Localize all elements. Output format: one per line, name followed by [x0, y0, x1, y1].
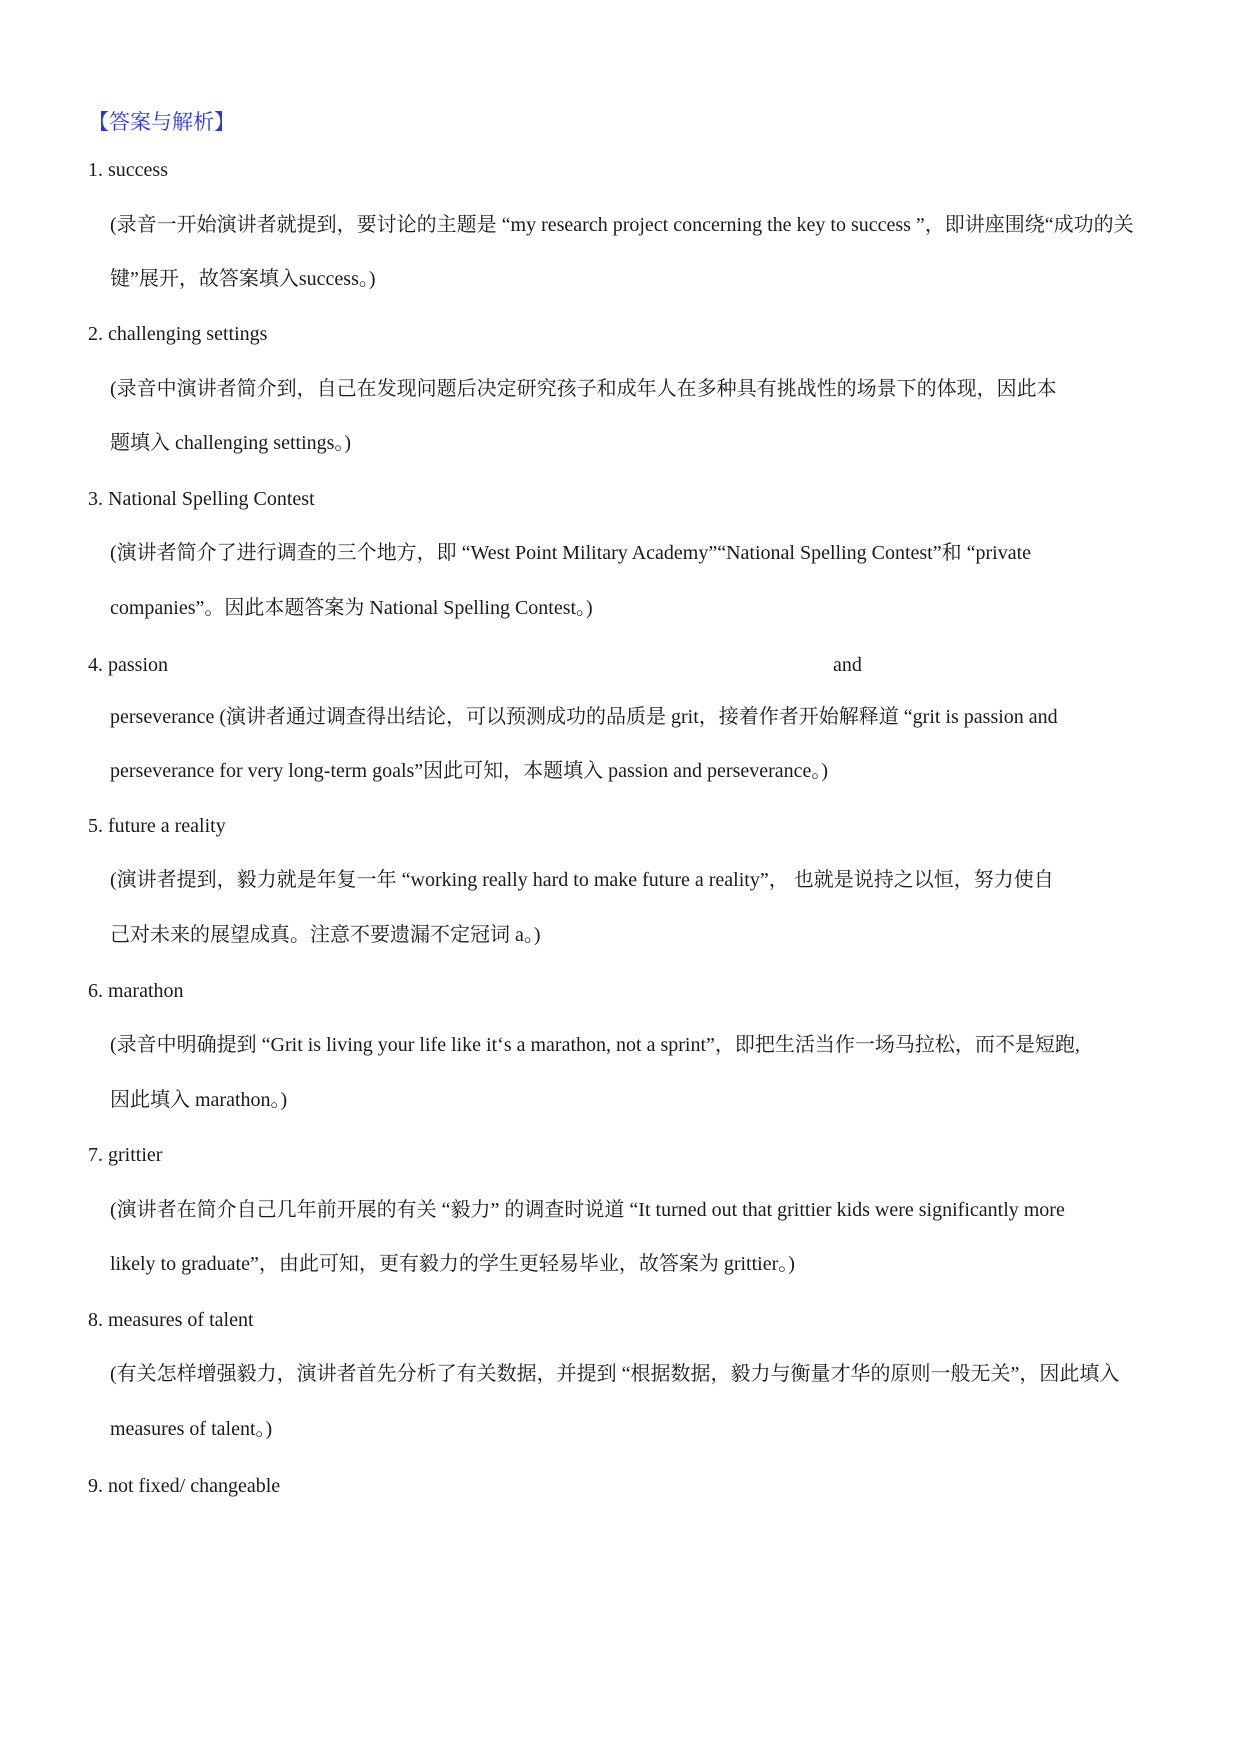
explanation-line-4a: perseverance (演讲者通过调查得出结论，可以预测成功的品质是 grit，接着作者开始解释道 “grit is passion and	[110, 706, 1058, 728]
explanation-line-1a: (录音一开始演讲者就提到，要讨论的主题是 “my research project concerning the key to success ”，即讲座围绕“成功的关	[110, 214, 1134, 236]
page-title: 【答案与解析】	[88, 110, 235, 134]
explanation-line-4b: perseverance for very long-term goals”因此可知，本题填入 passion and perseverance。)	[110, 760, 829, 782]
explanation-line-8a: (有关怎样增强毅力，演讲者首先分析了有关数据，并提到 “根据数据，毅力与衡量才华的原则一般无关”，因此填入	[110, 1363, 1120, 1385]
explanation-line-6b: 因此填入 marathon。)	[110, 1089, 288, 1111]
answer-line-2: 2. challenging settings	[88, 323, 268, 345]
explanation-line-3a: (演讲者简介了进行调查的三个地方，即 “West Point Military Academy”“National Spelling Contest”和 “private	[110, 542, 1032, 564]
explanation-line-5b: 己对未来的展望成真。注意不要遗漏不定冠词 a。)	[110, 924, 541, 946]
explanation-line-5a: (演讲者提到，毅力就是年复一年 “working really hard to make future a reality”， 也就是说持之以恒，努力使自	[110, 869, 1054, 891]
answer-line-4-tail: and	[833, 654, 862, 676]
explanation-line-7b: likely to graduate”，由此可知，更有毅力的学生更轻易毕业，故答案为 grittier。)	[110, 1253, 795, 1275]
explanation-line-2a: (录音中演讲者简介到，自己在发现问题后决定研究孩子和成年人在多种具有挑战性的场景下的体现，因此本	[110, 378, 1057, 400]
answer-line-7: 7. grittier	[88, 1144, 163, 1166]
explanation-line-8b: measures of talent。)	[110, 1418, 273, 1440]
explanation-line-7a: (演讲者在简介自己几年前开展的有关 “毅力” 的调查时说道 “It turned out that grittier kids were significantly more	[110, 1199, 1065, 1221]
answer-line-3: 3. National Spelling Contest	[88, 488, 315, 510]
answer-line-5: 5. future a reality	[88, 815, 226, 837]
answer-line-6: 6. marathon	[88, 980, 184, 1002]
answer-line-4: 4. passion	[88, 654, 168, 676]
answer-line-8: 8. measures of talent	[88, 1309, 254, 1331]
explanation-line-2b: 题填入 challenging settings。)	[110, 432, 352, 454]
explanation-line-3b: companies”。因此本题答案为 National Spelling Contest。)	[110, 597, 593, 619]
answer-line-9: 9. not fixed/ changeable	[88, 1475, 281, 1497]
answer-line-1: 1. success	[88, 159, 168, 181]
explanation-line-6a: (录音中明确提到 “Grit is living your life like it‘s a marathon, not a sprint”，即把生活当作一场马拉松，而不是短跑,	[110, 1034, 1080, 1056]
explanation-line-1b: 键”展开，故答案填入success。)	[110, 268, 376, 290]
